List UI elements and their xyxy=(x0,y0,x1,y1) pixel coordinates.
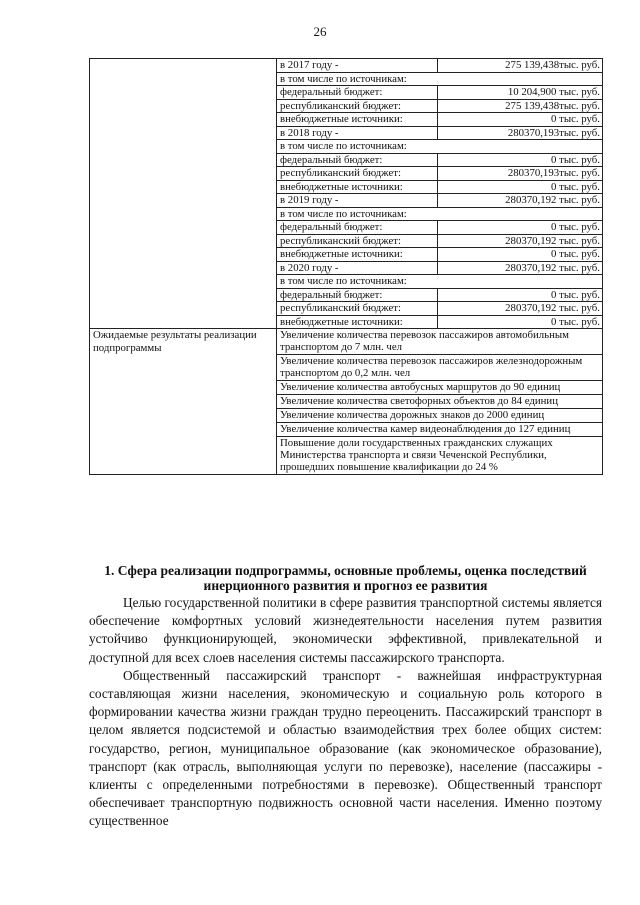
financing-line xyxy=(277,194,603,208)
expected-results-label: Ожидаемые результаты реализации подпрограммы xyxy=(90,329,277,475)
expected-result-item: Увеличение количества автобусных маршрутов до 90 единиц xyxy=(277,381,602,395)
paragraph: Общественный пассажирский транспорт - важнейшая инфраструктурная составляющая жизни населения, экономическую и социальную роль которого в формировании качества жизни граждан трудно переоценить. Пассажирский транспорт в целом является подсистемой и областью взаимодействия трех более общих систем: государство, регион, муниципальное образование (как экономическое образование), транспорт (как отрасль, выполняющая услуги по перевозке), население (пассажиры - клиенты с определенными потребностями в перевозке). Общественный транспорт обеспечивает транспортную подвижность основной части населения. Именно поэтому существенное xyxy=(89,667,602,829)
financing-line-label: в 2018 году - xyxy=(277,126,437,140)
page-number: 26 xyxy=(313,24,327,39)
financing-line xyxy=(277,126,603,140)
expected-result-item: Увеличение количества камер видеонаблюдения до 127 единиц xyxy=(277,423,602,437)
financing-line xyxy=(277,59,603,72)
financing-cell xyxy=(277,59,603,329)
financing-line xyxy=(277,180,603,194)
financing-line-label: внебюджетные источники: xyxy=(280,315,403,328)
financing-line-label: в том числе по источникам: xyxy=(277,275,603,289)
financing-line xyxy=(277,99,603,113)
financing-line-value: 275 139,438тыс. руб. xyxy=(437,59,603,72)
financing-line-label: федеральный бюджет: xyxy=(277,221,437,235)
financing-line-value: 280370,192 тыс. руб. xyxy=(437,302,603,316)
financing-line xyxy=(277,302,603,316)
financing-line xyxy=(277,72,603,86)
financing-line-value: 0 тыс. руб. xyxy=(437,248,603,262)
financing-line xyxy=(277,221,603,235)
expected-result-item: Увеличение количества перевозок пассажиров железнодорожным транспортом до 0,2 млн. чел xyxy=(277,355,602,381)
financing-line-label: федеральный бюджет: xyxy=(277,86,437,100)
subprogram-passport-table xyxy=(89,58,603,475)
financing-line-label: в том числе по источникам: xyxy=(277,207,603,221)
financing-line xyxy=(277,234,603,248)
financing-line-label: республиканский бюджет: xyxy=(277,234,437,248)
expected-result-item: Увеличение количества перевозок пассажиров автомобильным транспортом до 7 млн. чел xyxy=(277,329,602,355)
expected-result-item: Повышение доли государственных гражданских служащих Министерства транспорта и связи Чеченской Республики, прошедших повышение квалификации до 24 % xyxy=(280,437,553,473)
financing-line-value: 0 тыс. руб. xyxy=(437,221,603,235)
financing-line-label: в том числе по источникам: xyxy=(277,72,603,86)
financing-line-label: федеральный бюджет: xyxy=(277,153,437,167)
financing-line-label: в 2020 году - xyxy=(277,261,437,275)
financing-line-label: в том числе по источникам: xyxy=(277,140,603,154)
financing-line-label: в 2017 году - xyxy=(277,59,437,72)
financing-line xyxy=(277,275,603,289)
financing-line-value: 0 тыс. руб. xyxy=(437,180,603,194)
financing-line-value: 280370,192 тыс. руб. xyxy=(437,261,603,275)
financing-line xyxy=(277,140,603,154)
financing-line xyxy=(277,153,603,167)
financing-row xyxy=(90,59,603,329)
financing-line-label: республиканский бюджет: xyxy=(277,167,437,181)
financing-breakdown-table xyxy=(277,59,603,328)
financing-line-label: внебюджетные источники: xyxy=(277,113,437,127)
financing-line-value: 0 тыс. руб. xyxy=(437,315,603,328)
expected-result-item: Увеличение количества светофорных объектов до 84 единиц xyxy=(277,395,602,409)
financing-line xyxy=(277,113,603,127)
body-text xyxy=(89,594,602,831)
financing-line-value: 280370,192 тыс. руб. xyxy=(437,194,603,208)
financing-line xyxy=(277,248,603,262)
financing-line xyxy=(277,315,603,328)
financing-line-value: 10 204,900 тыс. руб. xyxy=(437,86,603,100)
financing-line-label: внебюджетные источники: xyxy=(277,180,437,194)
financing-line-value: 280370,192 тыс. руб. xyxy=(437,234,603,248)
financing-line-value: 280370,193тыс. руб. xyxy=(437,167,603,181)
financing-line-value: 275 139,438тыс. руб. xyxy=(437,99,603,113)
financing-line-value: 280370,193тыс. руб. xyxy=(437,126,603,140)
expected-results-list xyxy=(277,329,603,475)
financing-line-label: республиканский бюджет: xyxy=(277,302,437,316)
financing-line-label: федеральный бюджет: xyxy=(277,288,437,302)
paragraph: Целью государственной политики в сфере развития транспортной системы является обеспечение комфортных условий жизнедеятельности населения путем развития устойчиво функционирующей, экономически эффективной, привлекательной и доступной для всех слоев населения системы пассажирского транспорта. xyxy=(89,595,602,665)
financing-line-label: внебюджетные источники: xyxy=(277,248,437,262)
expected-results-row xyxy=(90,329,603,475)
section-title: 1. Сфера реализации подпрограммы, основные проблемы, оценка последствий инерционного развития и прогноз ее развития xyxy=(104,563,587,593)
financing-line xyxy=(277,207,603,221)
financing-line xyxy=(277,167,603,181)
financing-line xyxy=(277,86,603,100)
financing-line-value: 0 тыс. руб. xyxy=(437,288,603,302)
financing-label-cell xyxy=(90,59,277,329)
financing-line xyxy=(277,288,603,302)
financing-line-label: в 2019 году - xyxy=(277,194,437,208)
expected-result-item: Увеличение количества дорожных знаков до 2000 единиц xyxy=(277,409,602,423)
financing-line-label: республиканский бюджет: xyxy=(277,99,437,113)
financing-line-value: 0 тыс. руб. xyxy=(437,113,603,127)
financing-line xyxy=(277,261,603,275)
financing-line-value: 0 тыс. руб. xyxy=(437,153,603,167)
